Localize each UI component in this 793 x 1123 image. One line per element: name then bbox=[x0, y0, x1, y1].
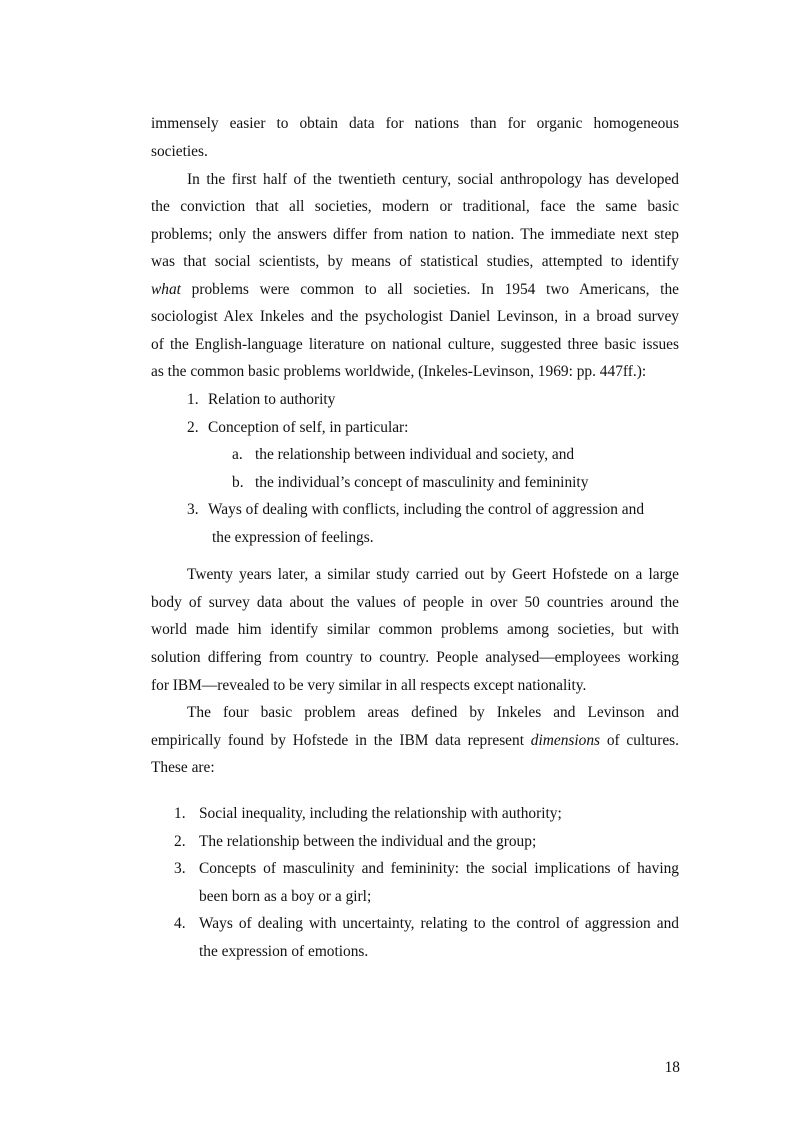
paragraph-line: of the English-language literature on national culture, suggested three basic issues bbox=[151, 336, 679, 353]
sublist-item: the relationship between individual and society, and bbox=[255, 446, 575, 463]
sublist-letter: b. bbox=[232, 474, 244, 491]
paragraph-line: problems; only the answers differ from nation to nation. The immediate next step bbox=[151, 226, 679, 243]
sublist-letter: a. bbox=[232, 446, 243, 463]
list-number: 3. bbox=[187, 501, 199, 518]
paragraph-line: was that social scientists, by means of statistical studies, attempted to identify bbox=[151, 253, 679, 270]
paragraph-line bbox=[151, 281, 679, 299]
list-item: Conception of self, in particular: bbox=[208, 419, 409, 436]
paragraph-line: In the first half of the twentieth century, social anthropology has developed bbox=[187, 171, 679, 188]
emphasis-text: dimensions bbox=[530, 732, 601, 749]
list-number: 3. bbox=[174, 860, 186, 877]
paragraph-line: immensely easier to obtain data for nations than for organic homogeneous bbox=[151, 115, 679, 132]
paragraph-line: for IBM—revealed to be very similar in all respects except nationality. bbox=[151, 677, 587, 694]
paragraph-line: solution differing from country to country. People analysed—employees working bbox=[151, 649, 679, 666]
list-item: Social inequality, including the relationship with authority; bbox=[199, 805, 562, 822]
list-item: Concepts of masculinity and femininity: the social implications of having bbox=[199, 860, 679, 877]
list-item: Ways of dealing with uncertainty, relating to the control of aggression and bbox=[199, 915, 679, 932]
text-body bbox=[151, 0, 679, 1123]
paragraph-line: as the common basic problems worldwide, (Inkeles-Levinson, 1969: pp. 447ff.): bbox=[151, 363, 647, 380]
list-number: 1. bbox=[174, 805, 186, 822]
paragraph-text: empirically found by Hofstede in the IBM data represent bbox=[151, 732, 524, 749]
paragraph-line: body of survey data about the values of people in over 50 countries around the bbox=[151, 594, 679, 611]
paragraph-line: societies. bbox=[151, 143, 208, 160]
paragraph-text: of cultures. bbox=[606, 732, 679, 749]
list-item-continuation: been born as a boy or a girl; bbox=[199, 888, 372, 905]
paragraph-line: the conviction that all societies, modern or traditional, face the same basic bbox=[151, 198, 679, 215]
list-item: The relationship between the individual and the group; bbox=[199, 833, 537, 850]
emphasis-text: what bbox=[151, 281, 181, 298]
list-item-continuation: the expression of emotions. bbox=[199, 943, 369, 960]
list-item: Relation to authority bbox=[208, 391, 336, 408]
paragraph-line: These are: bbox=[151, 759, 215, 776]
list-item-continuation: the expression of feelings. bbox=[212, 529, 374, 546]
page-number: 18 bbox=[664, 1059, 680, 1076]
paragraph-line bbox=[151, 732, 679, 750]
list-item: Ways of dealing with conflicts, including the control of aggression and bbox=[208, 501, 645, 518]
paragraph-line: The four basic problem areas defined by Inkeles and Levinson and bbox=[187, 704, 679, 721]
list-number: 1. bbox=[187, 391, 199, 408]
list-number: 2. bbox=[174, 833, 186, 850]
list-number: 4. bbox=[174, 915, 186, 932]
paragraph-text: problems were common to all societies. In 1954 two Americans, the bbox=[191, 281, 679, 298]
list-number: 2. bbox=[187, 419, 199, 436]
paragraph-line: Twenty years later, a similar study carried out by Geert Hofstede on a large bbox=[187, 566, 679, 583]
sublist-item: the individual’s concept of masculinity and femininity bbox=[255, 474, 589, 491]
paragraph-line: sociologist Alex Inkeles and the psychologist Daniel Levinson, in a broad survey bbox=[151, 308, 679, 325]
paragraph-line: world made him identify similar common problems among societies, but with bbox=[151, 621, 679, 638]
